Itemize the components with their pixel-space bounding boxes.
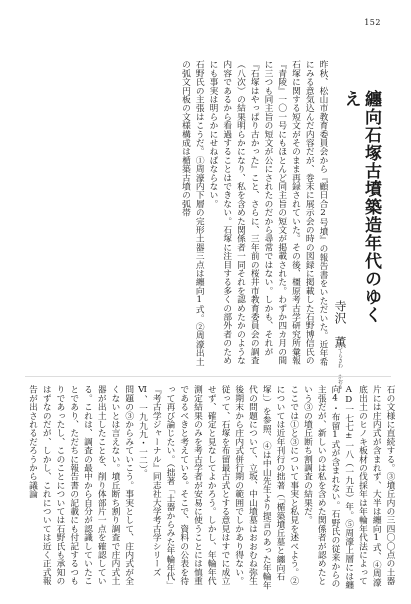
column-divider bbox=[25, 376, 391, 377]
article-title: 纏向石塚古墳築造年代のゆくえ bbox=[340, 90, 381, 324]
lower-column-text bbox=[26, 385, 396, 590]
lower-paragraph-1: 石の文様に直続する。③墳丘内の三四〇〇点の土器片には庄内式が含まれず、大半は纏向1式、④周濠底出土のヒノキ板材の伐採年は年輪年代法によってAD一七七±一八（一九五）年。⑤周濠上層には纏向4・布留1式が含まれない。石野氏の従来からの主張だが、新しいのは私を含めた関係者が認めたという③の墳丘断ち割調査の結果だ。 bbox=[302, 385, 395, 589]
page-number: 152 bbox=[364, 18, 381, 27]
upper-column-text bbox=[29, 60, 329, 366]
upper-paragraph-2: 石野氏の主張はこうだ。①周濠内下層の完形土器三点は纏向1式。②周濠出土の弧文円板の文様構成は楯築古墳の弧帯 bbox=[180, 60, 205, 366]
author-surname: 寺沢 bbox=[333, 300, 347, 324]
lower-paragraph-3: 問題の③からみていこう。事実として、庄内式が全くないとは言えない。墳丘断ち割り調査で庄内式土器が出土したことを、削り体部片一点を確認している。これは、調査の最中から自分が認識していたことであり、ただちに報告書の記載にも付記するつもりであったし、このことについては石野氏も承知のはずなのだが、しかし、これについては近く正式報告が出されるだろうから議論 bbox=[27, 385, 134, 586]
upper-paragraph-1: 昨秋、松山市教育委員会から『顧日合2号墳』の報告書をいただいた。近年希にみる意気込んだ内容だが、巻末に展示会の時の図録に掲載した石野博信氏の石塚に関する短文がそのまま再録されていた。その後、橿原考古学研究所彙報『青陵』一〇一号にもほとんど同主旨の短文が掲載された。わずか四カ月の間に三つも同主旨の短文が公にされたのだから尋常ではない。しかも、それが『石塚はやっぱり古かった』こと、さらに、三年前の桜井市教育委員会の調査（八次）の結果明らかになり、私を含めた関係者一同それを認めたかのような内容であるから看過することはできない。石塚に注目する多くの部外者のためにも事実は明らかにせねばならない。 bbox=[208, 60, 328, 366]
lower-paragraph-2: ここでは①と③について事実と私見を述べよう。②については近年刊行の拙著（「楯築墳丘墓と纏向石塚」）を参照、④は中山先生より提言のあった年輪年代の問題について、立坂、中山墳墓はおおむね弥生後期末から庄内式併行期の範囲でしかあり得ない。従って、石塚を布留最古式とする意見はすでに成立せず、確定と見なしてよかろう。しかし、年輪年代測定結果のみを考古学者が安易に使うことには慎重であるべきと考えている。そこで、資料の公表を待って再び論じたい。（拙著「土器からみた年輪年代」『考古学ジャーナル』同志社大学考古学シリーズⅥ、一九九九・一二）。 bbox=[137, 385, 299, 590]
author-given: 薫 bbox=[333, 336, 347, 348]
author-reading: てらさわ かおる bbox=[337, 348, 343, 389]
